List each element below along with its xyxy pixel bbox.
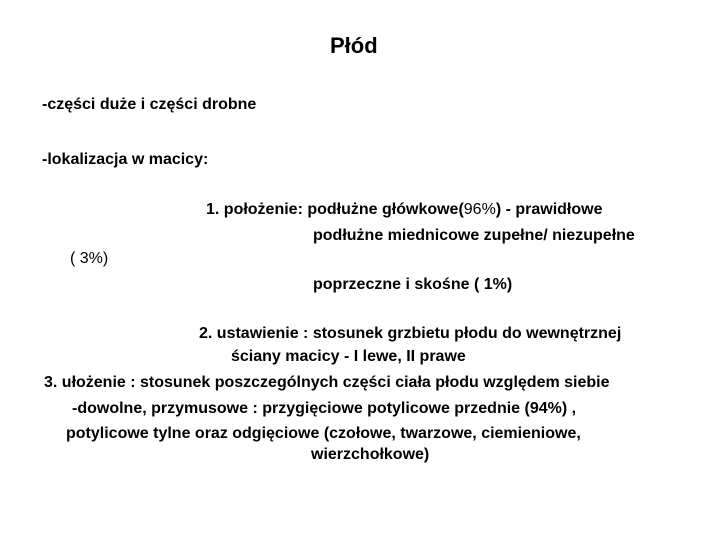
line-ulozenie-1: 3. ułożenie : stosunek poszczególnych części ciała płodu względem siebie: [44, 374, 610, 391]
line-ustawienie-1: 2. ustawienie : stosunek grzbietu płodu do wewnętrznej: [199, 325, 622, 342]
line-miednicowe: podłużne miednicowe zupełne/ niezupełne: [313, 227, 635, 244]
line-ustawienie-2: ściany macicy - I lewe, II prawe: [231, 348, 466, 365]
polozenie-text-a: 1. położenie: podłużne główkowe(: [206, 201, 464, 218]
polozenie-text-b: ) - prawidłowe: [495, 201, 603, 218]
line-lokalizacja: -lokalizacja w macicy:: [42, 151, 209, 168]
line-ulozenie-2: -dowolne, przymusowe : przygięciowe potylicowe przednie (94%) ,: [72, 400, 577, 417]
line-ulozenie-4: wierzchołkowe): [311, 446, 430, 463]
line-czesci: -części duże i części drobne: [42, 96, 257, 113]
polozenie-percent: 96%: [463, 201, 496, 218]
line-polozenie: [206, 200, 602, 220]
line-poprzeczne: poprzeczne i skośne ( 1%): [313, 276, 513, 293]
line-ulozenie-3: potylicowe tylne oraz odgięciowe (czołowe, twarzowe, ciemieniowe,: [66, 425, 581, 442]
slide-title: Płód: [330, 33, 378, 58]
line-miednicowe-percent: ( 3%): [70, 250, 109, 267]
